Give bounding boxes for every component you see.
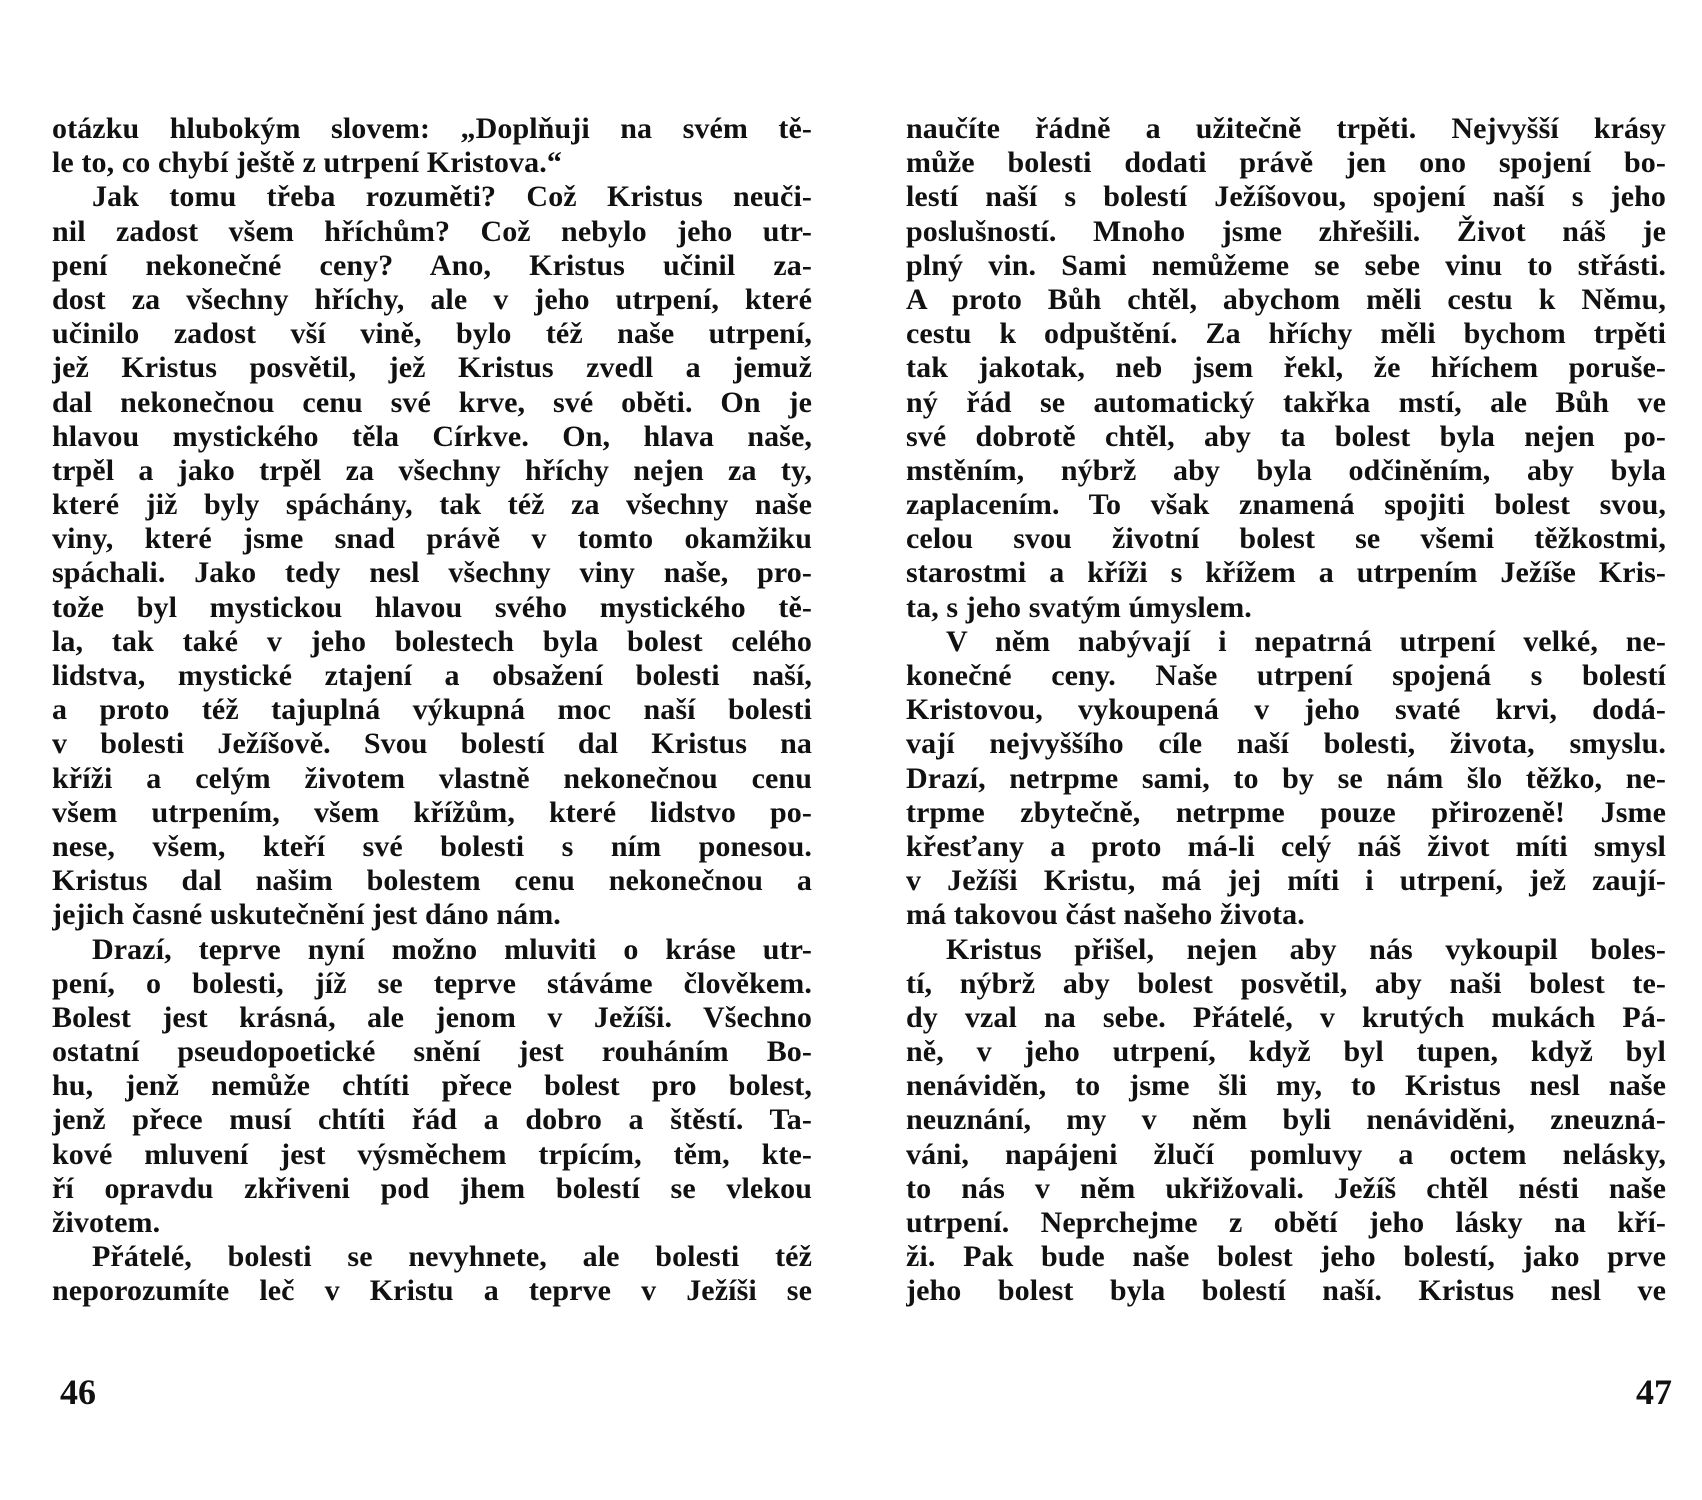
text-line: naučíte řádně a užitečně trpěti. Nejvyšší krásy	[906, 112, 1666, 145]
text-line: jeho bolest byla bolestí naší. Kristus nesl ve	[906, 1274, 1666, 1308]
text-line: jenž přece musí chtíti řád a dobro a štěstí. Ta-	[52, 1103, 812, 1137]
text-line: jež Kristus posvětil, jež Kristus zvedl a jemuž	[52, 351, 812, 385]
text-line: Drazí, netrpme sami, to by se nám šlo těžko, ne-	[906, 761, 1666, 795]
text-line: zaplacením. To však znamená spojiti bolest svou,	[906, 488, 1666, 522]
text-line: má takovou část našeho života.	[906, 898, 1305, 932]
text-line: lidstva, mystické ztajení a obsažení bolesti naší,	[52, 659, 812, 692]
text-line: spáchali. Jako tedy nesl všechny viny naše, pro-	[52, 556, 812, 590]
text-line: dost za všechny hříchy, ale v jeho utrpení, které	[52, 282, 812, 316]
text-line: Kristus přišel, nejen aby nás vykoupil boles-	[946, 932, 1666, 966]
text-line: konečné ceny. Naše utrpení spojená s bolestí	[906, 659, 1666, 692]
text-line: trpěl a jako trpěl za všechny hříchy nejen za ty,	[52, 453, 812, 487]
text-line: Jak tomu třeba rozuměti? Což Kristus neuči-	[92, 180, 812, 214]
text-line: může bolesti dodati právě jen ono spojení bo-	[906, 146, 1666, 180]
text-line: jejich časné uskutečnění jest dáno nám.	[52, 898, 561, 932]
text-line: le to, co chybí ještě z utrpení Kristova.“	[52, 146, 562, 180]
text-line: křesťany a proto má-li celý náš život míti smysl	[906, 829, 1666, 863]
text-line: Kristus dal našim bolestem cenu nekonečnou a	[52, 864, 812, 898]
text-line: dal nekonečnou cenu své krve, své oběti. On je	[52, 385, 812, 419]
text-line: plný vin. Sami nemůžeme se sebe vinu to střásti.	[906, 248, 1666, 282]
text-line: celou svou životní bolest se všemi těžkostmi,	[906, 522, 1666, 556]
text-line: neuznání, my v něm byli nenáviděni, zneuzná-	[906, 1103, 1666, 1137]
text-line: A proto Bůh chtěl, abychom měli cestu k Němu,	[906, 282, 1666, 316]
left-page-text	[52, 112, 812, 1309]
text-line: nese, všem, kteří své bolesti s ním ponesou.	[52, 829, 812, 863]
text-line: tak jakotak, neb jsem řekl, že hříchem poruše-	[906, 351, 1666, 385]
text-line: kové mluvení jest výsměchem trpícím, těm, kte-	[52, 1137, 812, 1171]
text-line: otázku hlubokým slovem: „Doplňuji na svém tě-	[52, 112, 812, 145]
text-line: viny, které jsme snad právě v tomto okamžiku	[52, 522, 812, 556]
text-line: nenáviděn, to jsme šli my, to Kristus nesl naše	[906, 1069, 1666, 1103]
text-line: ži. Pak bude naše bolest jeho bolestí, jako prve	[906, 1240, 1666, 1274]
text-line: dy vzal na sebe. Přátelé, v krutých mukách Pá-	[906, 1000, 1666, 1034]
text-line: Bolest jest krásná, ale jenom v Ježíši. Všechno	[52, 1000, 812, 1034]
text-line: a proto též tajuplná výkupná moc naší bolesti	[52, 693, 812, 727]
text-line: Kristovou, vykoupená v jeho svaté krvi, dodá-	[906, 693, 1666, 727]
text-line: v bolesti Ježíšově. Svou bolestí dal Kristus na	[52, 727, 812, 761]
text-line: la, tak také v jeho bolestech byla bolest celého	[52, 624, 812, 658]
text-line: tí, nýbrž aby bolest posvětil, aby naši bolest te-	[906, 966, 1666, 1000]
left-page	[52, 0, 812, 1500]
text-line: V něm nabývají i nepatrná utrpení velké, ne-	[946, 624, 1666, 658]
text-line: všem utrpením, všem křížům, které lidstvo po-	[52, 795, 812, 829]
text-line: ostatní pseudopoetické snění jest rouháním Bo-	[52, 1035, 812, 1069]
text-line: lestí naší s bolestí Ježíšovou, spojení naší s jeho	[906, 180, 1666, 214]
text-line: kříži a celým životem vlastně nekonečnou cenu	[52, 761, 812, 795]
text-line: Drazí, teprve nyní možno mluviti o kráse utr-	[92, 932, 812, 966]
text-line: tože byl mystickou hlavou svého mystického tě-	[52, 590, 812, 624]
right-page	[906, 0, 1672, 1500]
text-line: neporozumíte leč v Kristu a teprve v Ježíši se	[52, 1274, 812, 1308]
text-line: váni, napájeni žlučí pomluvy a octem nelásky,	[906, 1137, 1666, 1171]
text-line: pení nekonečné ceny? Ano, Kristus učinil za-	[52, 248, 812, 282]
text-line: pení, o bolesti, jíž se teprve stáváme člověkem.	[52, 966, 812, 1000]
text-line: životem.	[52, 1206, 161, 1239]
text-line: utrpení. Neprchejme z obětí jeho lásky na kří-	[906, 1206, 1666, 1239]
text-line: Přátelé, bolesti se nevyhnete, ale bolesti též	[92, 1240, 812, 1274]
text-line: trpme zbytečně, netrpme pouze přirozeně! Jsme	[906, 795, 1666, 829]
text-line: to nás v něm ukřižovali. Ježíš chtěl nésti naše	[906, 1171, 1666, 1205]
text-line: ný řád se automatický takřka mstí, ale Bůh ve	[906, 385, 1666, 419]
text-line: vají nejvyššího cíle naší bolesti, života, smyslu.	[906, 727, 1666, 761]
text-line: které již byly spáchány, tak též za všechny naše	[52, 488, 812, 522]
text-line: učinilo zadost vší vině, bylo též naše utrpení,	[52, 317, 812, 351]
text-line: ně, v jeho utrpení, když byl tupen, když byl	[906, 1035, 1666, 1069]
text-line: hu, jenž nemůže chtíti přece bolest pro bolest,	[52, 1069, 812, 1103]
right-page-text	[906, 112, 1666, 1309]
text-line: své dobrotě chtěl, aby ta bolest byla nejen po-	[906, 419, 1666, 453]
text-line: hlavou mystického těla Církve. On, hlava naše,	[52, 419, 812, 453]
text-line: mstěním, nýbrž aby byla odčiněním, aby byla	[906, 453, 1666, 487]
page-number: 46	[60, 1372, 96, 1412]
text-line: poslušností. Mnoho jsme zhřešili. Život náš je	[906, 214, 1666, 248]
text-line: cestu k odpuštění. Za hříchy měli bychom trpěti	[906, 317, 1666, 351]
text-line: v Ježíši Kristu, má jej míti i utrpení, jež zaují-	[906, 864, 1666, 898]
text-line: ta, s jeho svatým úmyslem.	[906, 590, 1252, 624]
text-line: nil zadost všem hříchům? Což nebylo jeho utr-	[52, 214, 812, 248]
page-number: 47	[1636, 1372, 1672, 1412]
text-line: ří opravdu zkřiveni pod jhem bolestí se vlekou	[52, 1171, 812, 1205]
text-line: starostmi a kříži s křížem a utrpením Ježíše Kris-	[906, 556, 1666, 590]
